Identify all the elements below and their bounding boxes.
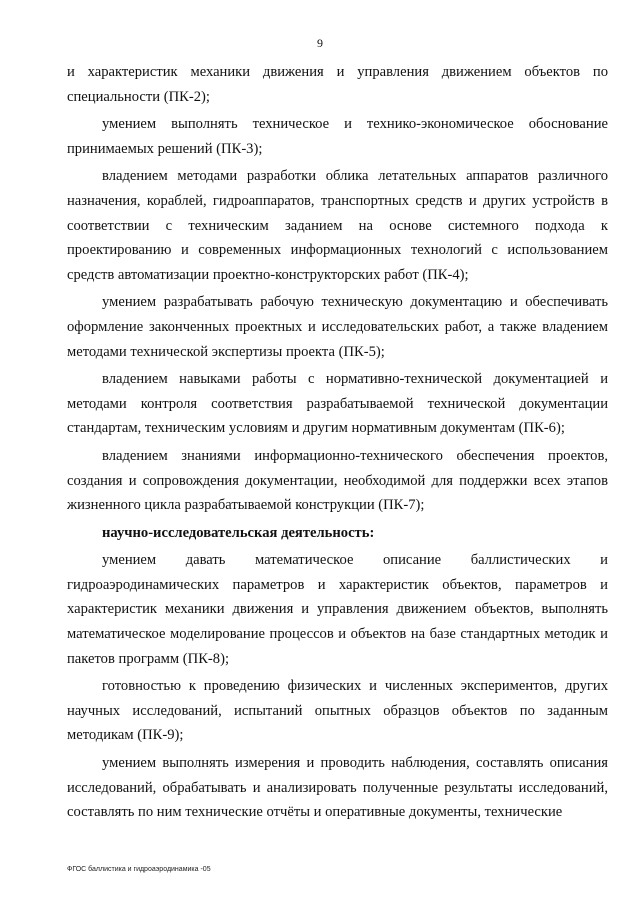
paragraph-pk4: владением методами разработки облика летательных аппаратов различного назначения, кораблей, гидроаппаратов, транспортных средств и других устройств в соответствии с техническим заданием на основе системного подхода к проектированию и современных информационных технологий с использованием средств автоматизации проектно-конструкторских работ (ПК-4); xyxy=(67,168,608,283)
paragraph-pk8: умением давать математическое описание баллистических и гидроаэродинамических параметров и характеристик объектов, параметров и характеристик механики движения и управления движением объектов, выполнять математическое моделирование процессов и объектов на базе стандартных методик и пакетов программ (ПК-8); xyxy=(67,552,608,667)
paragraph-pk2: и характеристик механики движения и управления движением объектов по специальности (ПК-2); xyxy=(67,64,608,105)
paragraph-pk9: готовностью к проведению физических и численных экспериментов, других научных исследований, испытаний опытных образцов объектов по заданным методикам (ПК-9); xyxy=(67,678,608,744)
page-number: 9 xyxy=(317,36,323,50)
paragraph-pk7: владением знаниями информационно-технического обеспечения проектов, создания и сопровождения документации, необходимой для поддержки всех этапов жизненного цикла разрабатываемой конструкции (ПК-7); xyxy=(67,447,608,514)
paragraph-pk5: умением разрабатывать рабочую техническую документацию и обеспечивать оформление законченных проектных и исследовательских работ, а также владением методами технической экспертизы проекта (ПК-5); xyxy=(67,294,608,360)
section-heading: научно-исследовательская деятельность: xyxy=(102,524,375,541)
paragraph-pk6: владением навыками работы с нормативно-технической документацией и методами контроля соответствия разрабатываемой технической документации стандартам, техническим условиям и другим нормативным документам (ПК-6); xyxy=(67,371,608,437)
paragraph-measurements: умением выполнять измерения и проводить наблюдения, составлять описания исследований, обрабатывать и анализировать полученные результаты исследований, составлять по ним технические отчёты и оперативные документы, технические xyxy=(67,755,608,821)
footer-note: ФГОС баллистика и гидроаэродинамика -05 xyxy=(67,866,211,873)
paragraph-pk3: умением выполнять техническое и технико-экономическое обоснование принимаемых решений (ПК-3); xyxy=(67,116,608,157)
document-body xyxy=(67,60,608,825)
